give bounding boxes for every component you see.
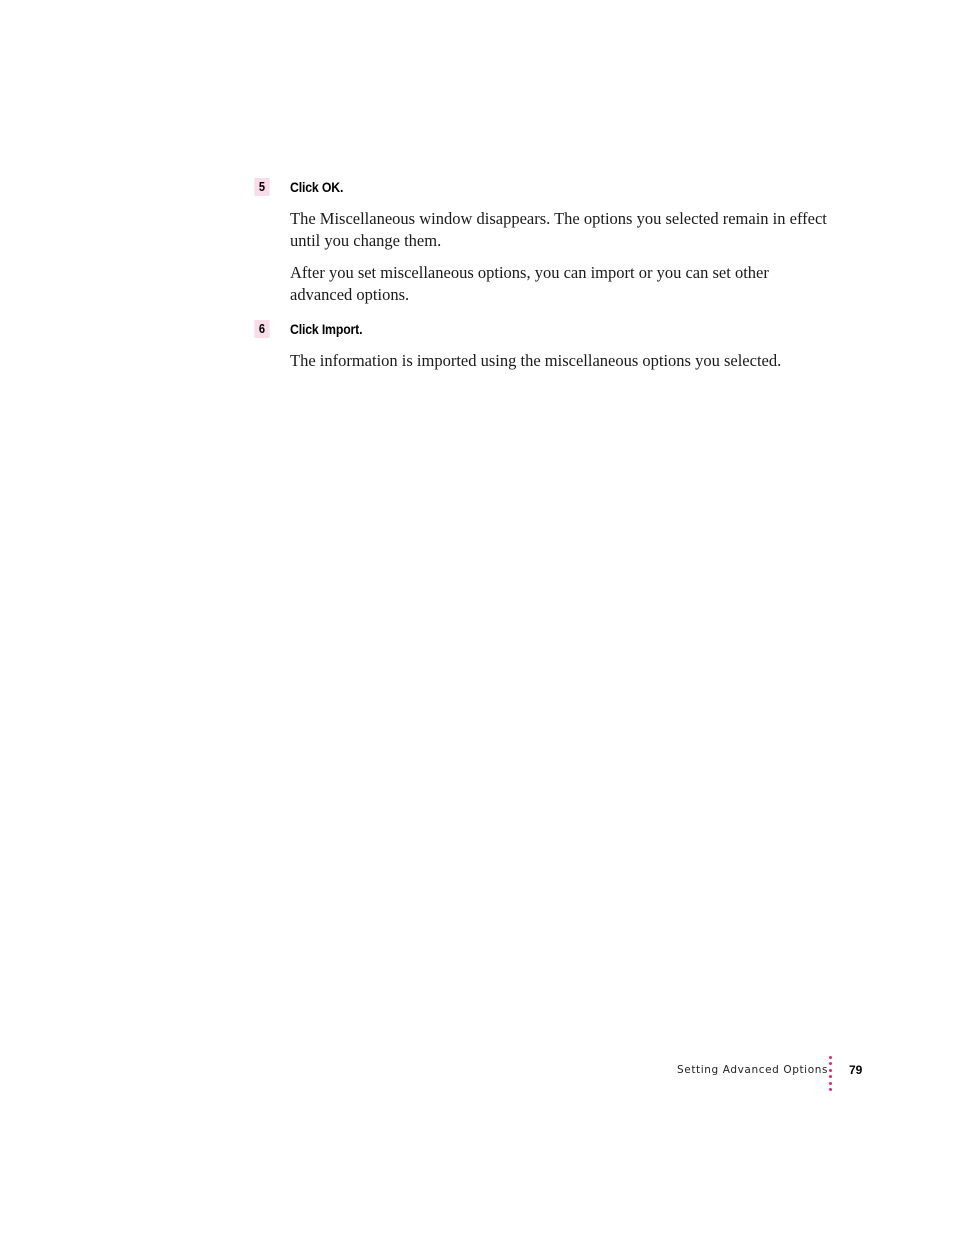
step-6-paragraph-1: The information is imported using the miscellaneous options you selected. bbox=[290, 351, 782, 370]
step-heading: Click Import. bbox=[290, 321, 363, 337]
footer-section-title: Setting Advanced Options bbox=[677, 1064, 829, 1076]
step-number-badge: 6 bbox=[254, 320, 269, 338]
footer-dotted-rule bbox=[829, 1056, 833, 1094]
step-5-paragraph-1: The Miscellaneous window disappears. The options you selected remain in effect until you change them. bbox=[290, 209, 827, 250]
step-5-paragraph-2: After you set miscellaneous options, you can import or you can set other advanced options. bbox=[290, 263, 769, 304]
step-heading: Click OK. bbox=[290, 179, 344, 195]
step-number-badge: 5 bbox=[254, 178, 269, 196]
page-number: 79 bbox=[849, 1063, 863, 1077]
